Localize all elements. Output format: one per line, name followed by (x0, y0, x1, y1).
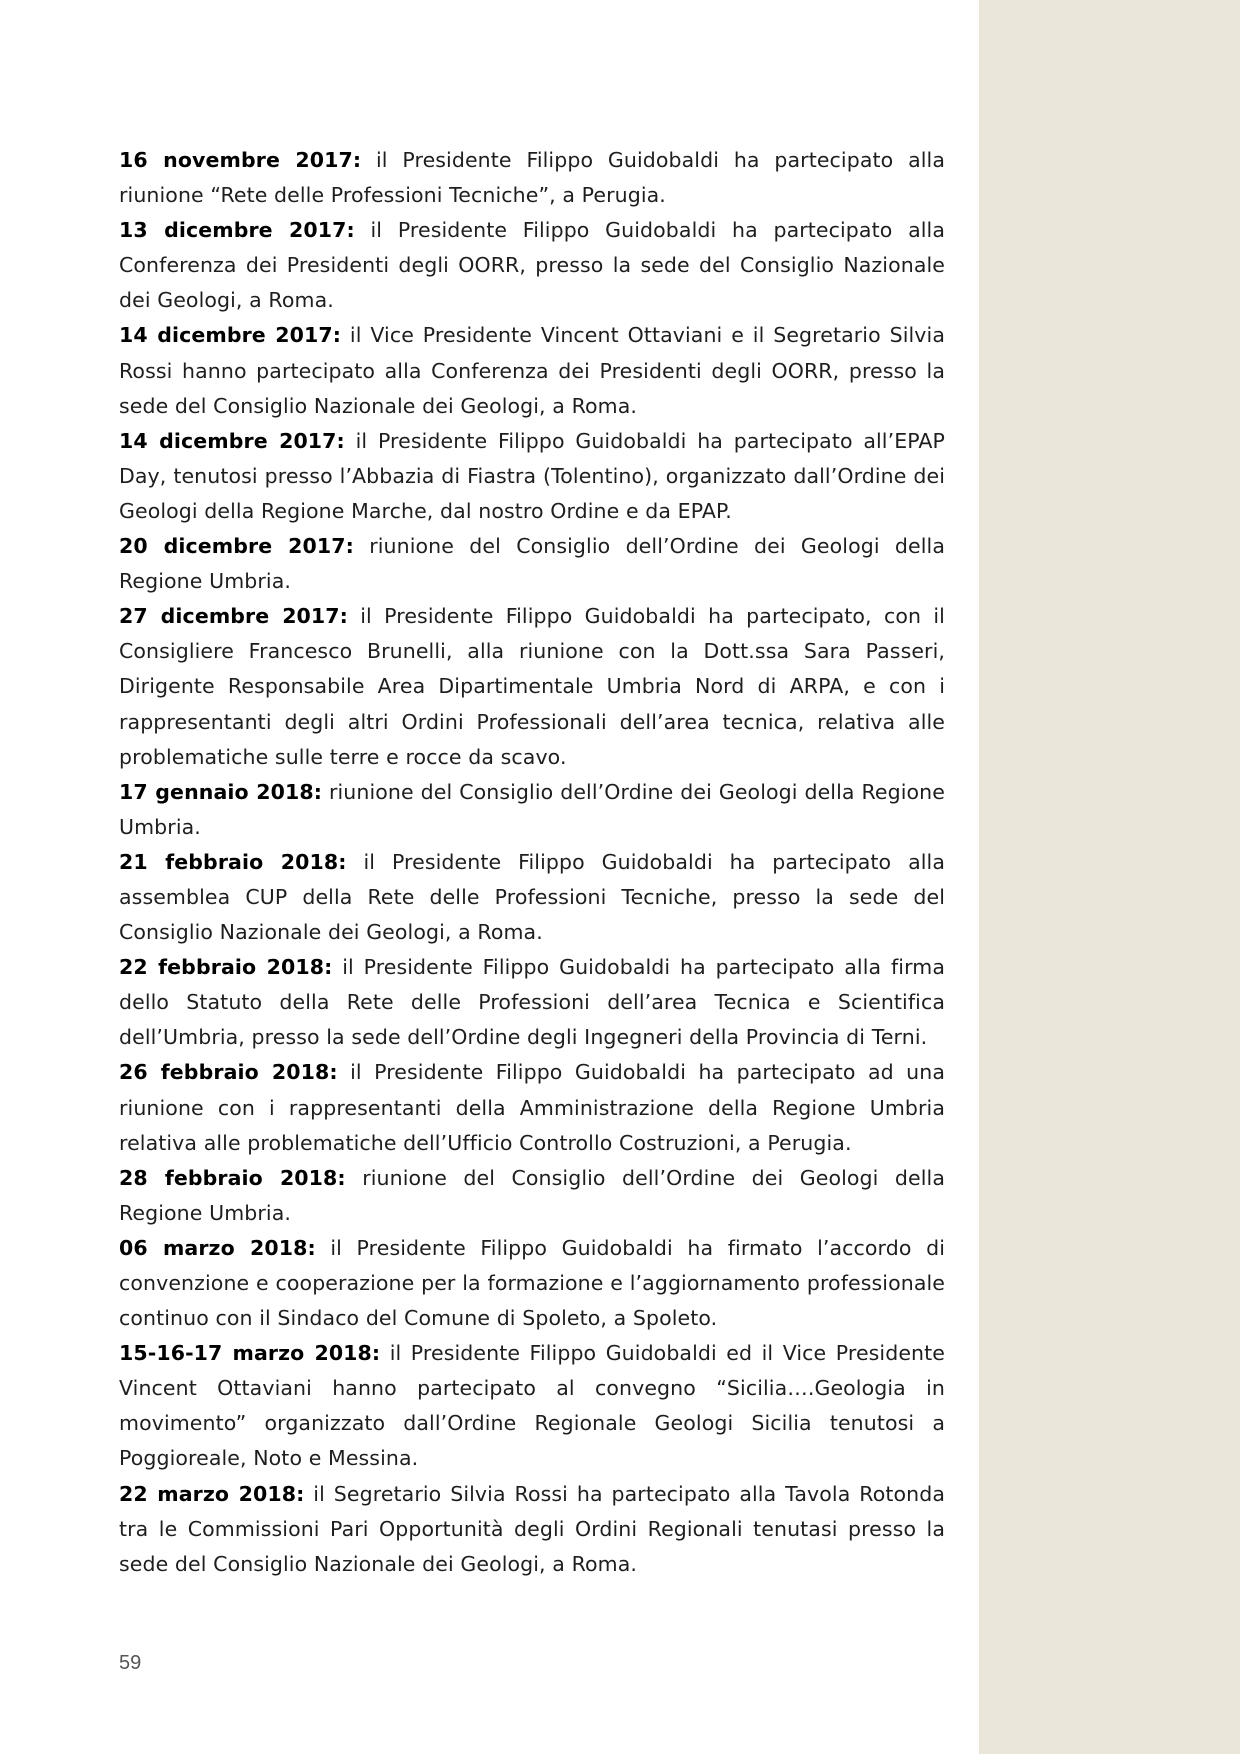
activity-entry (119, 1231, 945, 1336)
activity-entry (119, 318, 945, 423)
entry-text: il Presidente Filippo Guidobaldi ha partecipato alla firma dello Statuto della Rete delle Professioni dell’area Tecnica e Scientifica dell’Umbria, presso la sede dell’Ordine degli Ingegneri della Provincia di Terni. (119, 955, 945, 1050)
activity-entry (119, 845, 945, 950)
entry-date: 17 gennaio 2018: (119, 779, 323, 804)
entry-date: 26 febbraio 2018: (119, 1060, 338, 1085)
entry-date: 13 dicembre 2017: (119, 218, 355, 243)
side-margin-band (979, 0, 1240, 1754)
entry-text: il Presidente Filippo Guidobaldi ha partecipato alla Conferenza dei Presidenti degli OORR, presso la sede del Consiglio Nazionale dei Geologi, a Roma. (119, 218, 945, 313)
entry-text: il Presidente Filippo Guidobaldi ed il Vice Presidente Vincent Ottaviani hanno partecipato al convegno “Sicilia….Geologia in movimento” organizzato dall’Ordine Regionale Geologi Sicilia tenutosi a Poggioreale, Noto e Messina. (119, 1341, 945, 1471)
entry-text: il Presidente Filippo Guidobaldi ha partecipato, con il Consigliere Francesco Brunelli, alla riunione con la Dott.ssa Sara Passeri, Dirigente Responsabile Area Dipartimentale Umbria Nord di ARPA, e con i rappresentanti degli altri Ordini Professionali dell’area tecnica, relativa alle problematiche sulle terre e rocce da scavo. (119, 604, 945, 769)
entry-text: il Segretario Silvia Rossi ha partecipato alla Tavola Rotonda tra le Commissioni Pari Opportunità degli Ordini Regionali tenutasi presso la sede del Consiglio Nazionale dei Geologi, a Roma. (119, 1481, 945, 1576)
entry-text: il Presidente Filippo Guidobaldi ha partecipato alla assemblea CUP della Rete delle Professioni Tecniche, presso la sede del Consiglio Nazionale dei Geologi, a Roma. (119, 849, 945, 945)
entry-text: riunione del Consiglio dell’Ordine dei Geologi della Regione Umbria. (119, 534, 945, 594)
entry-date: 16 novembre 2017: (119, 148, 362, 172)
entry-text: il Presidente Filippo Guidobaldi ha partecipato ad una riunione con i rappresentanti della Amministrazione della Regione Umbria relativa alle problematiche dell’Ufficio Controllo Costruzioni, a Perugia. (119, 1060, 946, 1155)
entry-date: 27 dicembre 2017: (119, 604, 348, 629)
entry-date: 14 dicembre 2017: (119, 428, 345, 453)
entry-text: il Presidente Filippo Guidobaldi ha partecipato all’EPAP Day, tenutosi presso l’Abbazia di Fiastra (Tolentino), organizzato dall’Ordine dei Geologi della Regione Marche, dal nostro Ordine e da EPAP. (119, 428, 946, 523)
activity-entry (119, 1477, 945, 1582)
activity-list (119, 143, 945, 1582)
activity-entry (119, 599, 945, 774)
entry-date: 06 marzo 2018: (119, 1235, 316, 1260)
entry-text: il Vice Presidente Vincent Ottaviani e il Segretario Silvia Rossi hanno partecipato alla Conferenza dei Presidenti degli OORR, presso la sede del Consiglio Nazionale dei Geologi, a Roma. (119, 323, 945, 418)
activity-entry (119, 1055, 945, 1160)
activity-entry (119, 213, 945, 318)
activity-entry (119, 424, 945, 529)
activity-entry (119, 143, 945, 213)
entry-date: 22 marzo 2018: (119, 1481, 305, 1506)
activity-entry (119, 1161, 945, 1231)
activity-entry (119, 775, 945, 845)
activity-entry (119, 529, 945, 599)
entry-date: 20 dicembre 2017: (119, 534, 354, 559)
entry-date: 21 febbraio 2018: (119, 849, 347, 874)
entry-date: 15-16-17 marzo 2018: (119, 1341, 381, 1366)
activity-entry (119, 1336, 945, 1476)
entry-text: riunione del Consiglio dell’Ordine dei Geologi della Regione Umbria. (119, 1165, 945, 1225)
page-number: 59 (119, 1652, 142, 1674)
entry-text: il Presidente Filippo Guidobaldi ha firmato l’accordo di convenzione e cooperazione per la formazione e l’aggiornamento professionale continuo con il Sindaco del Comune di Spoleto, a Spoleto. (119, 1235, 945, 1331)
entry-date: 14 dicembre 2017: (119, 323, 342, 348)
entry-text: il Presidente Filippo Guidobaldi ha partecipato alla riunione “Rete delle Professioni Tecniche”, a Perugia. (119, 148, 946, 208)
entry-date: 22 febbraio 2018: (119, 955, 333, 980)
entry-text: riunione del Consiglio dell’Ordine dei Geologi della Regione Umbria. (119, 779, 945, 839)
activity-entry (119, 950, 945, 1055)
entry-date: 28 febbraio 2018: (119, 1165, 346, 1190)
